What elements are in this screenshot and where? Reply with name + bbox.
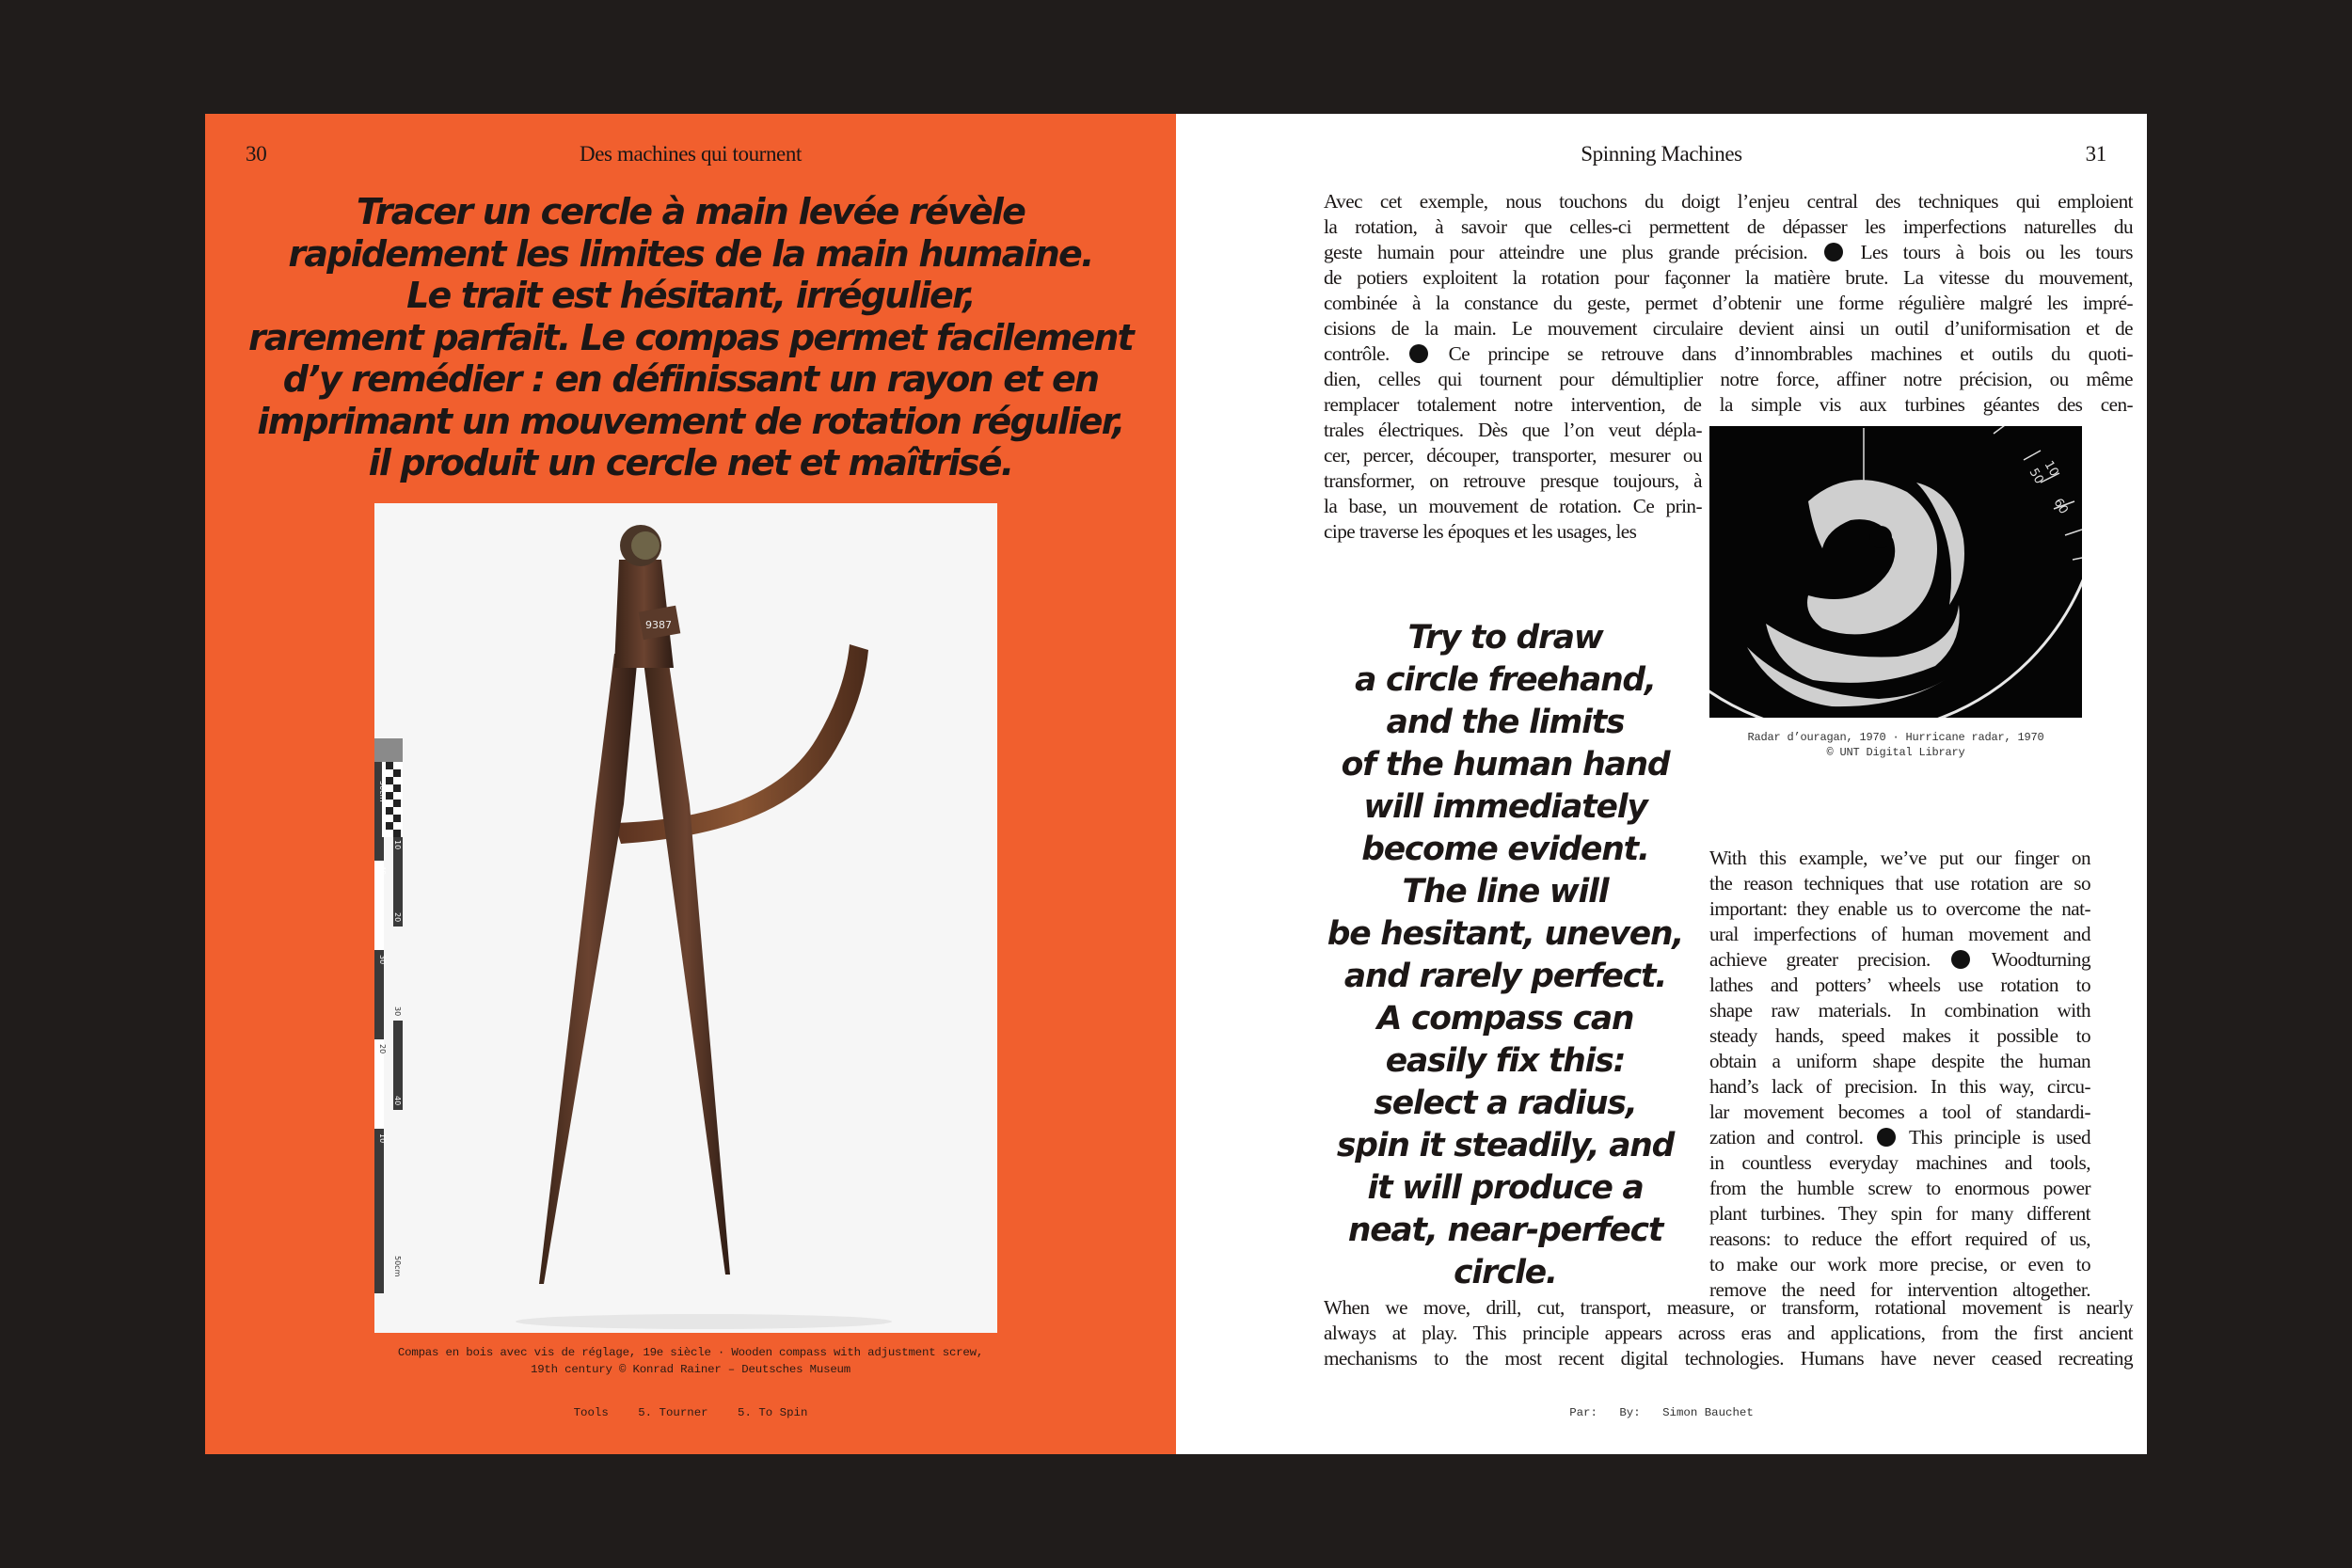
text-line: ural imperfections of human movement and	[1709, 923, 2090, 945]
text-line: Avec cet exemple, nous touchons du doigt l’enjeu central des techniques qui emploient	[1324, 190, 2133, 213]
svg-text:30: 30	[378, 955, 387, 965]
radar-scale-label: 10	[2041, 458, 2061, 480]
wooden-compass-illustration	[374, 503, 997, 1333]
pull-quote-line: rapidement les limites de la main humaine.	[288, 232, 1093, 275]
text-line: mechanisms to the most recent digital technologies. Humans have never ceased recreating	[1324, 1347, 2133, 1370]
text-line: remove the need for intervention altogether.	[1709, 1278, 2090, 1301]
svg-text:9387: 9387	[645, 619, 672, 631]
photo-caption	[318, 1344, 1063, 1378]
radar-caption	[1684, 730, 2107, 760]
text-line: lathes and potters’ wheels use rotation to	[1709, 974, 2090, 996]
svg-text:10: 10	[378, 1133, 387, 1144]
text-line	[1709, 1125, 2090, 1150]
caption-line: © UNT Digital Library	[1826, 746, 1965, 759]
text-line: cipe traverse les époques et les usages, les	[1324, 520, 1637, 543]
text-line: la rotation, à savoir que celles-ci permettent de dépasser les imperfections naturelles du	[1324, 215, 2133, 238]
svg-text:20: 20	[378, 1044, 387, 1054]
caption-line: Radar d’ouragan, 1970 · Hurricane radar, 1970	[1747, 731, 2044, 744]
text-line: hand’s lack of precision. In this way, circu-	[1709, 1075, 2090, 1098]
pull-quote-line: A compass can	[1376, 1000, 1634, 1037]
text-fragment: This principle is used	[1897, 1126, 2090, 1148]
radar-scale-label: 50	[2026, 466, 2046, 487]
text-line: lar movement becomes a tool of standardi-	[1709, 1101, 2090, 1123]
text-fragment: zation and control.	[1709, 1126, 1875, 1148]
french-body-text	[1324, 189, 2133, 418]
text-line: plant turbines. They spin for many different	[1709, 1202, 2090, 1225]
svg-text:50cm: 50cm	[393, 1256, 402, 1277]
text-line: cisions de la main. Le mouvement circulaire devient ainsi un outil d’uniformisation et de	[1324, 317, 2133, 340]
text-line: in countless everyday machines and tools,	[1709, 1151, 2090, 1174]
pull-quote-line: a circle freehand,	[1355, 661, 1656, 699]
pull-quote-line: The line will	[1402, 873, 1609, 911]
svg-text:30: 30	[393, 1006, 402, 1017]
radar-scope-illustration	[1709, 426, 2082, 718]
svg-text:20: 20	[393, 912, 402, 923]
text-line: important: they enable us to overcome the nat-	[1709, 897, 2090, 920]
compass-photo	[374, 503, 997, 1333]
footer-section: Tools	[573, 1406, 609, 1419]
pull-quote-line: easily fix this:	[1385, 1042, 1626, 1080]
text-line: transformer, on retrouve presque toujours, à	[1324, 469, 1702, 492]
footer-chapter-fr: 5. Tourner	[638, 1406, 708, 1419]
hurricane-radar-image	[1709, 426, 2082, 718]
pull-quote-line: circle.	[1454, 1254, 1557, 1291]
bullet-dot-icon	[1824, 243, 1843, 261]
pull-quote-line: neat, near-perfect	[1347, 1212, 1663, 1249]
left-page	[205, 114, 1176, 1454]
pull-quote-line: and the limits	[1386, 704, 1625, 741]
book-spread	[205, 114, 2147, 1454]
text-line: remplacer totalement notre intervention, de la simple vis aux turbines géantes des cen-	[1324, 393, 2133, 416]
french-body-column	[1324, 418, 1702, 545]
pull-quote-line: select a radius,	[1374, 1085, 1637, 1122]
pull-quote-line: spin it steadily, and	[1336, 1127, 1675, 1164]
text-fragment: Les tours à bois ou les tours	[1845, 241, 2133, 263]
text-line: the reason techniques that use rotation are so	[1709, 872, 2090, 895]
text-line: When we move, drill, cut, transport, measure, or transform, rotational movement is nearly	[1324, 1296, 2133, 1319]
text-line: de potiers exploitent la rotation pour façonner la matière brute. La vitesse du mouvement,	[1324, 266, 2133, 289]
english-body-column	[1709, 846, 2090, 1303]
text-line	[1324, 240, 2133, 265]
text-line: shape raw materials. In combination with	[1709, 999, 2090, 1022]
pull-quote-line: il produit un cercle net et maîtrisé.	[368, 442, 1013, 483]
text-fragment: Ce principe se retrouve dans d’innombrables machines et outils du quoti-	[1430, 342, 2133, 365]
text-line: reasons: to reduce the effort required of us,	[1709, 1227, 2090, 1250]
svg-text:40: 40	[378, 865, 387, 876]
english-body-text	[1324, 1295, 2133, 1371]
footer-chapter-en: 5. To Spin	[738, 1406, 808, 1419]
pull-quote-english	[1308, 617, 1703, 1294]
pull-quote-line: d’y remédier : en définissant un rayon et en	[282, 358, 1099, 400]
section-footer	[205, 1406, 1176, 1419]
text-line: always at play. This principle appears across eras and applications, from the first ancient	[1324, 1322, 2133, 1344]
text-line: la base, un mouvement de rotation. Ce prin-	[1324, 495, 1702, 517]
pull-quote-line: Le trait est hésitant, irrégulier,	[406, 275, 975, 316]
text-line: cer, percer, découper, transporter, mesurer ou	[1324, 444, 1702, 467]
caption-line: Compas en bois avec vis de réglage, 19e siècle · Wooden compass with adjustment screw,	[397, 1346, 984, 1359]
author-footer	[1176, 1406, 2147, 1419]
running-head-right: Spinning Machines	[1581, 142, 1742, 166]
pull-quote-french	[243, 191, 1138, 484]
pull-quote-line: Try to draw	[1407, 619, 1603, 657]
running-head-left: Des machines qui tournent	[580, 142, 802, 166]
text-fragment: geste humain pour atteindre une plus grande précision.	[1324, 241, 1823, 263]
text-line	[1324, 341, 2133, 367]
pull-quote-line: Tracer un cercle à main levée révèle	[356, 191, 1025, 232]
author-label-en: By:	[1619, 1406, 1641, 1419]
pull-quote-line: and rarely perfect.	[1343, 958, 1667, 995]
bullet-dot-icon	[1877, 1128, 1896, 1147]
pull-quote-line: be hesitant, uneven,	[1327, 915, 1684, 953]
text-line: steady hands, speed makes it possible to	[1709, 1024, 2090, 1047]
bullet-dot-icon	[1951, 950, 1970, 969]
pull-quote-line: rarement parfait. Le compas permet facilement	[247, 316, 1134, 358]
author-label-fr: Par:	[1569, 1406, 1597, 1419]
svg-text:50cm: 50cm	[378, 781, 387, 802]
caption-line: 19th century © Konrad Rainer – Deutsches Museum	[530, 1363, 851, 1376]
pull-quote-line: will immediately	[1363, 788, 1647, 826]
pull-quote-line: of the human hand	[1341, 746, 1670, 784]
page-number-left: 30	[246, 142, 267, 166]
text-line: dien, celles qui tournent pour démultiplier notre force, affiner notre précision, ou même	[1324, 368, 2133, 390]
pull-quote-line: it will produce a	[1367, 1169, 1644, 1207]
text-line: to make our work more precise, or even to	[1709, 1253, 2090, 1275]
text-fragment: contrôle.	[1324, 342, 1408, 365]
text-line	[1709, 947, 2090, 973]
svg-text:40: 40	[393, 1096, 402, 1106]
pull-quote-line: become evident.	[1361, 831, 1649, 868]
text-fragment: Woodturning	[1972, 948, 2090, 971]
text-line: With this example, we’ve put our finger on	[1709, 847, 2090, 869]
text-line: combinée à la constance du geste, permet d’obtenir une forme régulière malgré les impré-	[1324, 292, 2133, 314]
right-page	[1176, 114, 2147, 1454]
author-name: Simon Bauchet	[1662, 1406, 1754, 1419]
pull-quote-line: imprimant un mouvement de rotation régulier,	[257, 400, 1124, 442]
text-line: from the humble screw to enormous power	[1709, 1177, 2090, 1199]
text-line: obtain a uniform shape despite the human	[1709, 1050, 2090, 1072]
radar-scale-label: 60	[2050, 496, 2071, 517]
page-number-right: 31	[2085, 142, 2106, 166]
text-fragment: achieve greater precision.	[1709, 948, 1950, 971]
bullet-dot-icon	[1409, 344, 1428, 363]
svg-text:10: 10	[393, 840, 402, 850]
text-line: trales électriques. Dès que l’on veut dépla-	[1324, 419, 1702, 441]
